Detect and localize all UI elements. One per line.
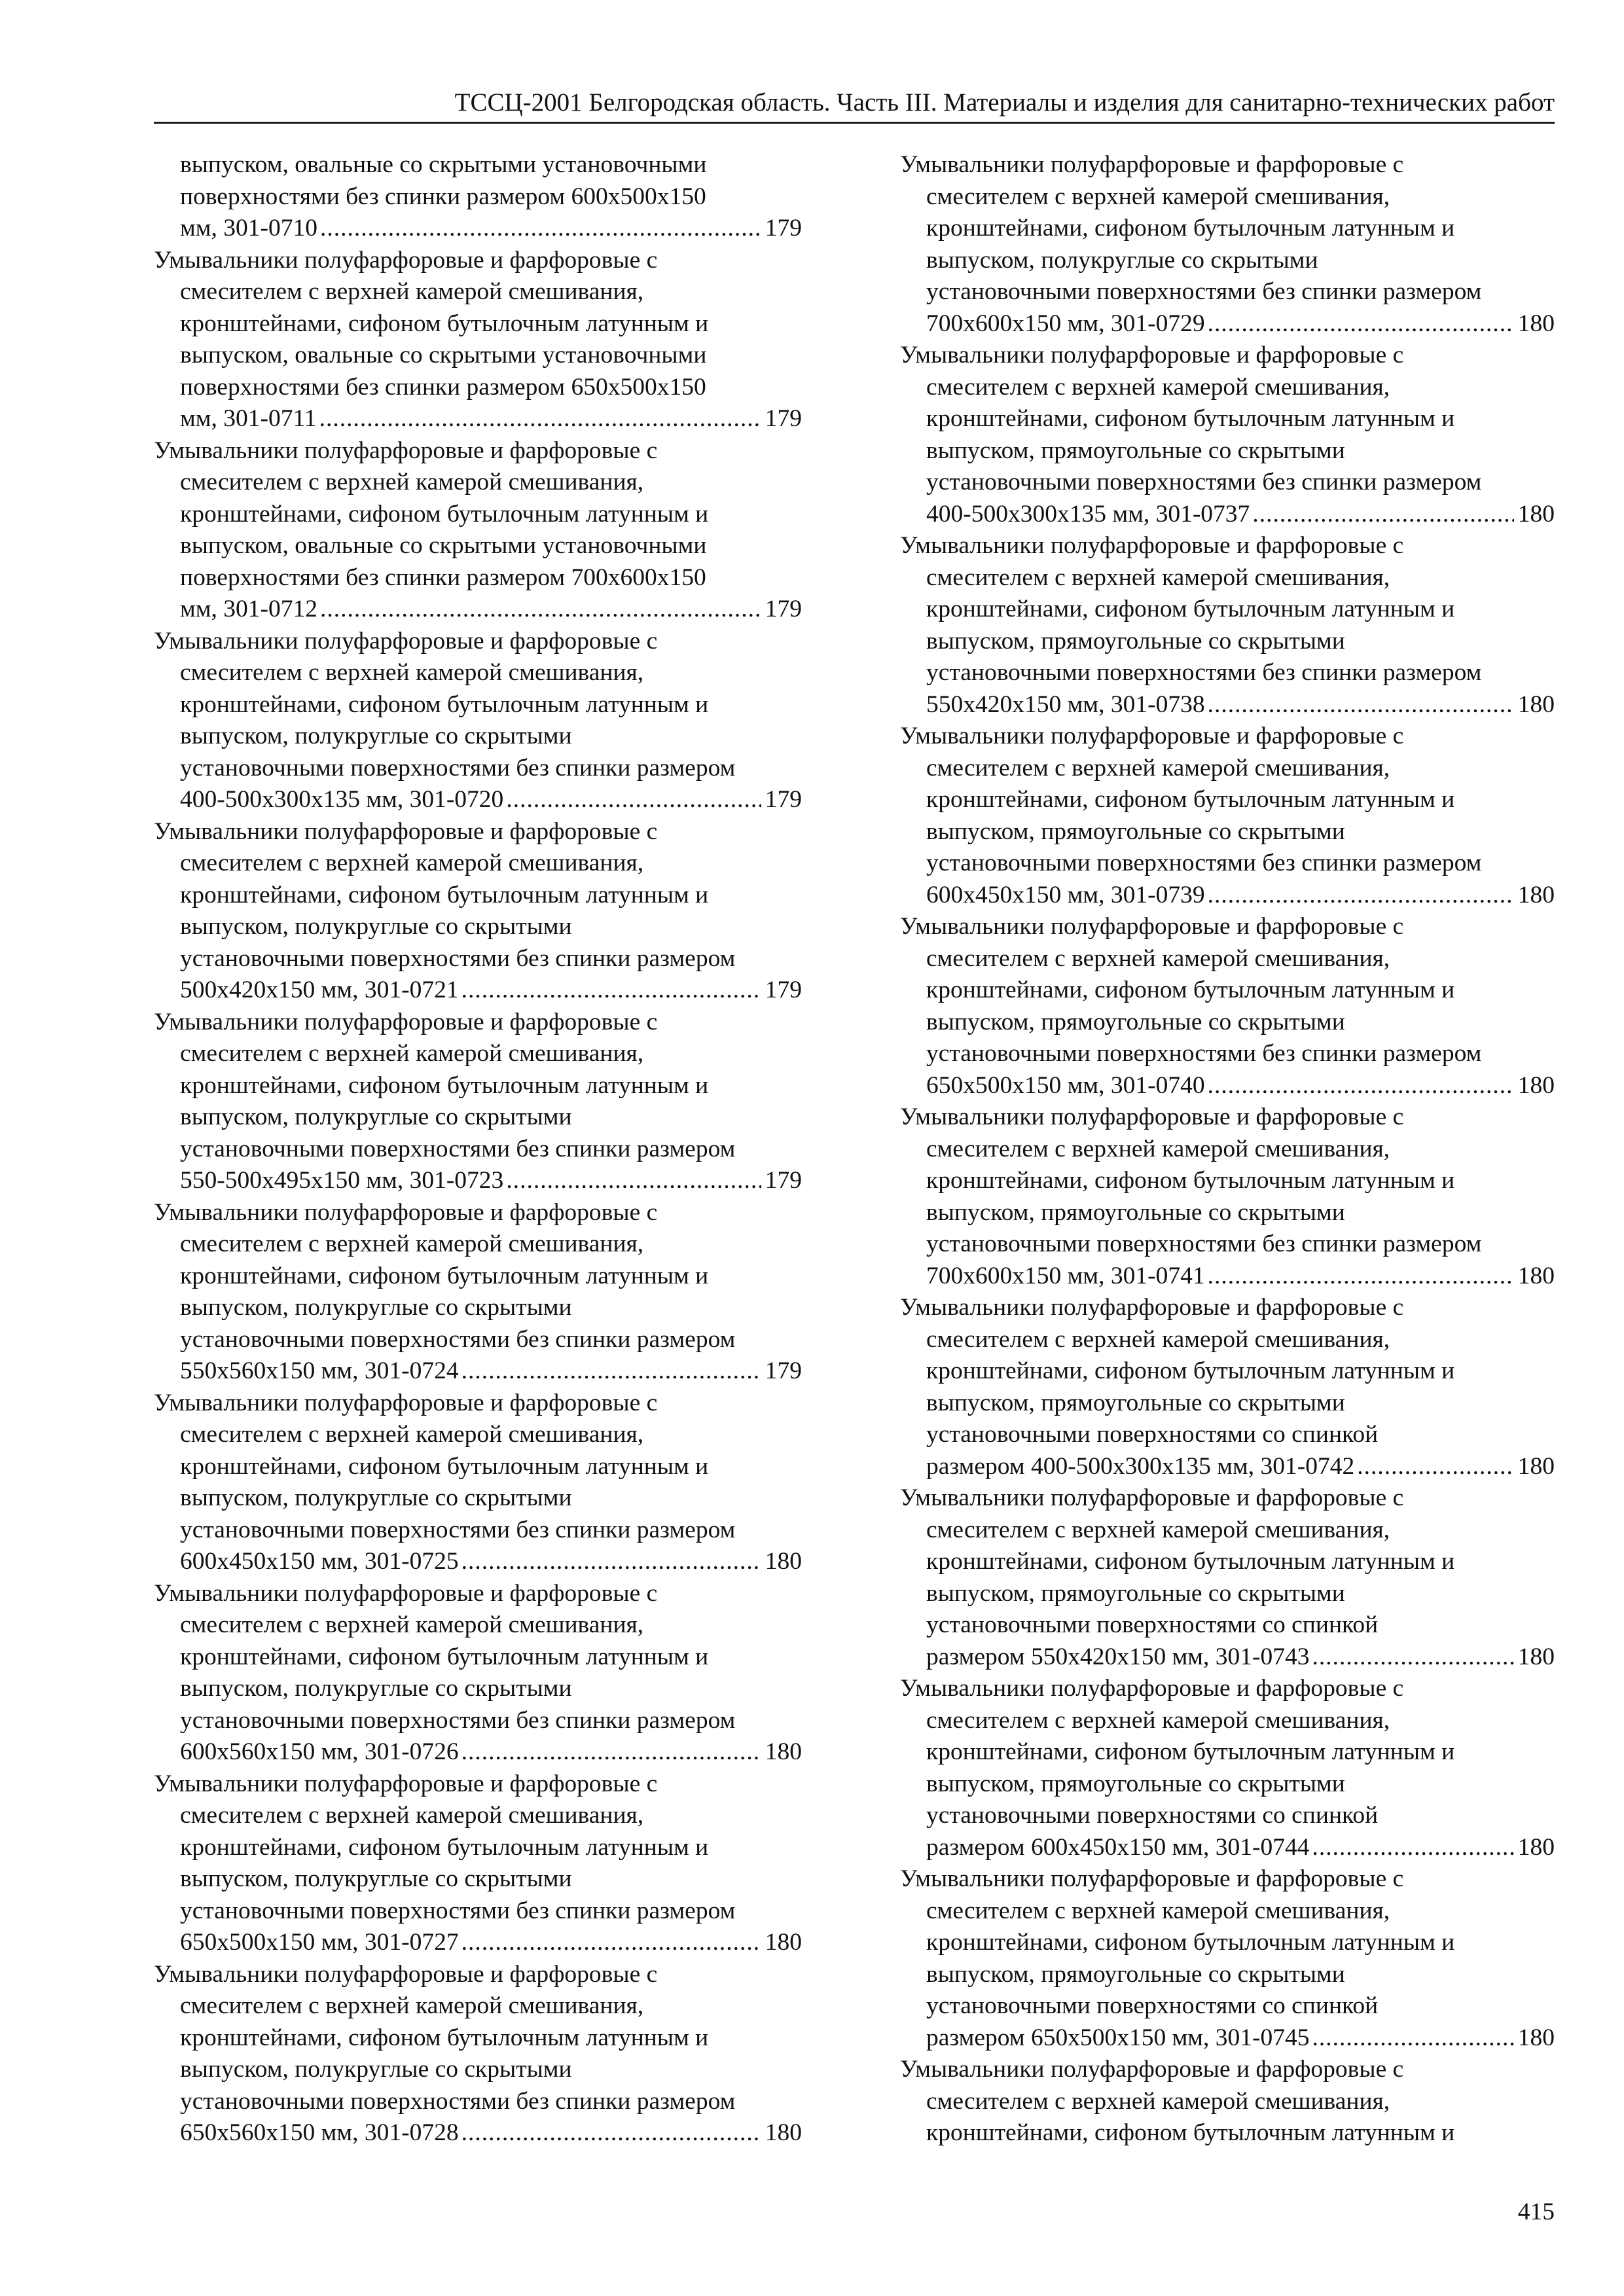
index-entry-line: Умывальники полуфарфоровые и фарфоровые с [154, 817, 658, 845]
dot-leader [461, 2117, 761, 2149]
index-entry-text: 550-500x495x150 мм, 301-0723 [180, 1167, 504, 1194]
index-entry-line: кронштейнами, сифоном бутылочным латунным и [180, 500, 709, 528]
index-entry-line [900, 1261, 1555, 1293]
index-entry-line: выпуском, овальные со скрытыми установочными [180, 532, 707, 559]
index-entry-line: установочными поверхностями без спинки размером [180, 1135, 736, 1162]
index-entry-text: 400-500x300x135 мм, 301-0737 [926, 500, 1250, 528]
index-entry [154, 626, 802, 816]
index-entry-line: установочными поверхностями без спинки размером [926, 659, 1482, 686]
index-entry-line [900, 1832, 1555, 1864]
index-entry-text: размером 400-500x300x135 мм, 301-0742 [926, 1452, 1355, 1480]
index-entry-line: смесителем с верхней камерой смешивания, [926, 1516, 1390, 1543]
index-entry-text: 600x450x150 мм, 301-0739 [926, 881, 1205, 908]
dot-leader [320, 213, 761, 245]
index-entry-line: кронштейнами, сифоном бутылочным латунным и [926, 215, 1455, 242]
index-entry-line: смесителем с верхней камерой смешивания, [180, 1611, 644, 1638]
index-entry-line [900, 1070, 1555, 1102]
index-entry-line: смесителем с верхней камерой смешивания, [926, 1135, 1390, 1162]
index-entry [900, 2054, 1555, 2149]
index-entry-line: смесителем с верхней камерой смешивания, [180, 1992, 644, 2019]
index-entry-line: Умывальники полуфарфоровые и фарфоровые с [154, 1579, 658, 1607]
index-entry-line: кронштейнами, сифоном бутылочным латунным и [180, 1643, 709, 1670]
index-entry-line: выпуском, полукруглые со скрытыми [180, 1484, 572, 1511]
index-entry-line: кронштейнами, сифоном бутылочным латунным и [926, 1357, 1455, 1384]
index-entry [154, 1578, 802, 1768]
dot-leader [461, 1927, 761, 1959]
index-entry-page: 180 [1517, 2024, 1555, 2051]
index-entry-line: Умывальники полуфарфоровые и фарфоровые с [900, 532, 1404, 559]
index-entry-line: выпуском, прямоугольные со скрытыми [926, 1960, 1345, 1988]
dot-leader [1208, 1070, 1514, 1102]
index-entry-page: 180 [1517, 1643, 1555, 1670]
index-entry-line: кронштейнами, сифоном бутылочным латунным и [926, 1167, 1455, 1194]
index-entry-line: смесителем с верхней камерой смешивания, [926, 1897, 1390, 1924]
index-entry-line: установочными поверхностями без спинки размером [180, 2087, 736, 2115]
index-entry-page: 180 [765, 1738, 802, 1765]
index-entry-line [154, 1165, 802, 1197]
dot-leader [1312, 1641, 1514, 1674]
index-entry-line [154, 784, 802, 816]
index-entry [154, 1388, 802, 1578]
index-entry-page: 179 [765, 1357, 802, 1384]
index-entry-page: 179 [765, 405, 802, 432]
index-entry-line: Умывальники полуфарфоровые и фарфоровые с [900, 1484, 1404, 1511]
index-entry-line: установочными поверхностями со спинкой [926, 1802, 1379, 1829]
index-entry-line: установочными поверхностями без спинки размером [180, 944, 736, 972]
index-entry [154, 816, 802, 1007]
index-entry-line [900, 308, 1555, 340]
index-entry-line: выпуском, овальные со скрытыми установочными [180, 151, 707, 178]
index-entry-line: Умывальники полуфарфоровые и фарфоровые с [900, 151, 1404, 178]
index-entry [900, 721, 1555, 911]
index-entry-line: смесителем с верхней камерой смешивания, [180, 659, 644, 686]
dot-leader [320, 594, 761, 626]
index-entry-line: установочными поверхностями со спинкой [926, 1421, 1379, 1448]
index-entry-line: установочными поверхностями без спинки размером [926, 1230, 1482, 1257]
index-entry-line [154, 594, 802, 626]
index-entry-line: смесителем с верхней камерой смешивания, [180, 1802, 644, 1829]
index-entry [154, 1197, 802, 1388]
index-entry-line: выпуском, прямоугольные со скрытыми [926, 1579, 1345, 1607]
index-entry-line [154, 1736, 802, 1768]
index-entry-line: Умывальники полуфарфоровые и фарфоровые с [900, 723, 1404, 749]
index-entry-line: смесителем с верхней камерой смешивания, [926, 944, 1390, 972]
index-column-left [154, 149, 802, 2149]
index-column-right [900, 149, 1555, 2149]
index-entry-page: 180 [1517, 1833, 1555, 1861]
index-entry [154, 1959, 802, 2149]
index-entry-line: кронштейнами, сифоном бутылочным латунным и [180, 691, 709, 718]
page-header-title: ТССЦ-2001 Белгородская область. Часть III. Материалы и изделия для санитарно-технических работ [454, 88, 1555, 117]
index-entry-line: установочными поверхностями без спинки размером [180, 1516, 736, 1543]
index-entry-line [900, 1641, 1555, 1674]
index-entry-line: кронштейнами, сифоном бутылочным латунным и [180, 1071, 709, 1099]
index-entry [900, 340, 1555, 530]
index-entry-line: кронштейнами, сифоном бутылочным латунным и [926, 596, 1455, 622]
index-entry-line [900, 689, 1555, 721]
index-entry-line: Умывальники полуфарфоровые и фарфоровые с [900, 1103, 1404, 1130]
dot-leader [506, 1165, 761, 1197]
index-entry-line: смесителем с верхней камерой смешивания, [926, 373, 1390, 401]
index-entry-line: Умывальники полуфарфоровые и фарфоровые с [900, 1294, 1404, 1321]
index-entry-text: 700x600x150 мм, 301-0741 [926, 1262, 1205, 1289]
index-entry-text: 650x500x150 мм, 301-0727 [180, 1929, 459, 1956]
index-entry-line [154, 403, 802, 435]
index-entry-line: поверхностями без спинки размером 650x500x150 [180, 373, 706, 401]
index-entry-line [900, 2022, 1555, 2054]
index-entry-line [154, 213, 802, 245]
index-entry-line: установочными поверхностями без спинки размером [180, 1706, 736, 1734]
dot-leader [1312, 1832, 1514, 1864]
index-entry-line: поверхностями без спинки размером 700x600x150 [180, 564, 706, 591]
index-entry-text: 600x560x150 мм, 301-0726 [180, 1738, 459, 1765]
index-entry-line: установочными поверхностями без спинки размером [180, 1897, 736, 1924]
index-entry-page: 180 [1517, 881, 1555, 908]
index-entry-line: Умывальники полуфарфоровые и фарфоровые с [154, 437, 658, 464]
index-entry-line: Умывальники полуфарфоровые и фарфоровые с [900, 913, 1404, 940]
index-entry-line: выпуском, прямоугольные со скрытыми [926, 1198, 1345, 1226]
index-entry-line: Умывальники полуфарфоровые и фарфоровые с [900, 1675, 1404, 1702]
index-entry-page: 180 [1517, 500, 1555, 528]
index-entry-line: установочными поверхностями без спинки размером [926, 1040, 1482, 1067]
index-entry-line: выпуском, полукруглые со скрытыми [180, 1103, 572, 1130]
index-entry-line: кронштейнами, сифоном бутылочным латунным и [926, 977, 1455, 1003]
index-entry-line: выпуском, полукруглые со скрытыми [180, 2056, 572, 2083]
index-entry-text: 550x560x150 мм, 301-0724 [180, 1357, 459, 1384]
dot-leader [319, 403, 761, 435]
index-entry-line: установочными поверхностями без спинки размером [180, 754, 736, 781]
index-entry-line: выпуском, прямоугольные со скрытыми [926, 1770, 1345, 1797]
index-entry-text: 600x450x150 мм, 301-0725 [180, 1548, 459, 1575]
index-entry-page: 179 [765, 1167, 802, 1194]
index-entry-line: смесителем с верхней камерой смешивания, [926, 564, 1390, 591]
index-entry-text: мм, 301-0710 [180, 215, 317, 242]
index-entry-text: 500x420x150 мм, 301-0721 [180, 977, 459, 1003]
index-entry-line: кронштейнами, сифоном бутылочным латунным и [926, 1738, 1455, 1765]
dot-leader [461, 1736, 761, 1768]
index-entry-line: Умывальники полуфарфоровые и фарфоровые с [900, 2056, 1404, 2083]
index-entry-line: Умывальники полуфарфоровые и фарфоровые с [154, 627, 658, 655]
index-entry [154, 1007, 802, 1197]
index-entry-line: выпуском, полукруглые со скрытыми [180, 913, 572, 940]
index-entry-text: размером 650x500x150 мм, 301-0745 [926, 2024, 1310, 2051]
index-entry-line: Умывальники полуфарфоровые и фарфоровые с [154, 1770, 658, 1797]
index-entry-line [900, 1451, 1555, 1483]
index-entry-line [154, 975, 802, 1007]
index-entry-line: кронштейнами, сифоном бутылочным латунным и [926, 786, 1455, 813]
index-entry [900, 911, 1555, 1102]
index-entry-line: кронштейнами, сифоном бутылочным латунным и [180, 2024, 709, 2051]
index-entry-line: смесителем с верхней камерой смешивания, [180, 1040, 644, 1067]
index-entry-line: установочными поверхностями без спинки размером [926, 850, 1482, 876]
index-entry [154, 435, 802, 626]
index-entry-line: кронштейнами, сифоном бутылочным латунным и [180, 310, 709, 337]
index-entry-line [900, 499, 1555, 531]
index-entry-line [900, 880, 1555, 912]
index-entry-line: выпуском, прямоугольные со скрытыми [926, 1389, 1345, 1416]
index-entry [154, 149, 802, 245]
index-entry [900, 149, 1555, 340]
index-entry-line: Умывальники полуфарфоровые и фарфоровые с [154, 1389, 658, 1416]
index-entry-line: кронштейнами, сифоном бутылочным латунным и [926, 405, 1455, 432]
index-entry-page: 180 [1517, 691, 1555, 718]
index-entry-line: кронштейнами, сифоном бутылочным латунным и [180, 1262, 709, 1289]
index-entry-line: поверхностями без спинки размером 600x500x150 [180, 183, 706, 210]
index-entry-line: выпуском, полукруглые со скрытыми [180, 1294, 572, 1321]
index-entry-page: 179 [765, 215, 802, 242]
dot-leader [461, 1355, 761, 1388]
index-entry [900, 1482, 1555, 1673]
index-entry-line: смесителем с верхней камерой смешивания, [180, 278, 644, 305]
index-entry-line: смесителем с верхней камерой смешивания, [926, 183, 1390, 210]
index-entry-line: выпуском, полукруглые со скрытыми [180, 1675, 572, 1702]
index-entry-line [154, 2117, 802, 2149]
index-entry-line: установочными поверхностями со спинкой [926, 1611, 1379, 1638]
index-entry-line: кронштейнами, сифоном бутылочным латунным и [180, 881, 709, 908]
index-entry-line: Умывальники полуфарфоровые и фарфоровые с [154, 246, 658, 274]
index-entry [900, 1673, 1555, 1863]
index-entry-page: 180 [765, 1548, 802, 1575]
dot-leader [1312, 2022, 1514, 2054]
index-entry-line [154, 1546, 802, 1578]
page-number: 415 [1517, 2198, 1555, 2225]
index-entry-line: кронштейнами, сифоном бутылочным латунным и [926, 1929, 1455, 1956]
dot-leader [1208, 308, 1514, 340]
index-entry-line: выпуском, прямоугольные со скрытыми [926, 1008, 1345, 1035]
index-entry-page: 179 [765, 596, 802, 622]
index-entry-line: Умывальники полуфарфоровые и фарфоровые с [900, 1865, 1404, 1892]
dot-leader [1357, 1451, 1513, 1483]
index-entry-line: выпуском, полукруглые со скрытыми [180, 1865, 572, 1892]
index-entry-page: 180 [765, 2119, 802, 2146]
index-entry-line: кронштейнами, сифоном бутылочным латунным и [926, 1548, 1455, 1575]
dot-leader [461, 975, 761, 1007]
index-entry-text: размером 600x450x150 мм, 301-0744 [926, 1833, 1310, 1861]
index-entry-text: 400-500x300x135 мм, 301-0720 [180, 786, 504, 813]
index-entry-line: смесителем с верхней камерой смешивания, [926, 1706, 1390, 1734]
index-entry-line: установочными поверхностями со спинкой [926, 1992, 1379, 2019]
index-entry [900, 1102, 1555, 1292]
index-entry-line: выпуском, прямоугольные со скрытыми [926, 817, 1345, 845]
index-entry-line: выпуском, прямоугольные со скрытыми [926, 437, 1345, 464]
dot-leader [506, 784, 761, 816]
index-entry-line: установочными поверхностями без спинки размером [926, 469, 1482, 495]
index-entry-line: Умывальники полуфарфоровые и фарфоровые с [154, 1198, 658, 1226]
index-entry-text: мм, 301-0711 [180, 405, 317, 432]
index-entry-line: смесителем с верхней камерой смешивания, [926, 754, 1390, 781]
index-entry-line: Умывальники полуфарфоровые и фарфоровые с [154, 1008, 658, 1035]
index-entry-text: 700x600x150 мм, 301-0729 [926, 310, 1205, 337]
index-entry-line: Умывальники полуфарфоровые и фарфоровые с [154, 1960, 658, 1988]
index-entry [154, 245, 802, 435]
index-entry-text: размером 550x420x150 мм, 301-0743 [926, 1643, 1310, 1670]
index-entry-line: выпуском, прямоугольные со скрытыми [926, 627, 1345, 655]
index-entry-line: кронштейнами, сифоном бутылочным латунным и [180, 1833, 709, 1861]
index-entry-line: смесителем с верхней камерой смешивания, [926, 1325, 1390, 1353]
index-entry-page: 180 [1517, 1262, 1555, 1289]
index-entry-line: смесителем с верхней камерой смешивания, [180, 1421, 644, 1448]
index-entry-line: выпуском, полукруглые со скрытыми [180, 723, 572, 749]
dot-leader [1208, 689, 1514, 721]
index-entry [900, 1863, 1555, 2054]
dot-leader [1208, 1261, 1514, 1293]
index-entry [154, 1768, 802, 1959]
index-entry-line [154, 1927, 802, 1959]
index-entry-line: смесителем с верхней камерой смешивания, [926, 2087, 1390, 2115]
index-entry-line: кронштейнами, сифоном бутылочным латунным и [926, 2119, 1455, 2146]
index-entry-page: 180 [1517, 310, 1555, 337]
index-entry-page: 180 [1517, 1071, 1555, 1099]
index-entry-line: выпуском, полукруглые со скрытыми [926, 246, 1318, 274]
index-entry-text: 550x420x150 мм, 301-0738 [926, 691, 1205, 718]
dot-leader [461, 1546, 761, 1578]
index-entry [900, 530, 1555, 721]
index-entry-page: 180 [765, 1929, 802, 1956]
dot-leader [1252, 499, 1513, 531]
index-entry-line: установочными поверхностями без спинки размером [926, 278, 1482, 305]
index-entry-line: смесителем с верхней камерой смешивания, [180, 469, 644, 495]
index-entry-text: 650x560x150 мм, 301-0728 [180, 2119, 459, 2146]
index-entry [900, 1292, 1555, 1482]
index-entry-text: 650x500x150 мм, 301-0740 [926, 1071, 1205, 1099]
index-entry-line: смесителем с верхней камерой смешивания, [180, 1230, 644, 1257]
index-entry-line: установочными поверхностями без спинки размером [180, 1325, 736, 1353]
dot-leader [1208, 880, 1514, 912]
index-entry-line: кронштейнами, сифоном бутылочным латунным и [180, 1452, 709, 1480]
index-entry-page: 179 [765, 977, 802, 1003]
index-entry-line: выпуском, овальные со скрытыми установочными [180, 342, 707, 368]
index-entry-text: мм, 301-0712 [180, 596, 317, 622]
index-entry-page: 179 [765, 786, 802, 813]
header-divider [154, 122, 1555, 124]
index-entry-page: 180 [1517, 1452, 1555, 1480]
index-entry-line [154, 1355, 802, 1388]
index-entry-line: смесителем с верхней камерой смешивания, [180, 850, 644, 876]
index-entry-line: Умывальники полуфарфоровые и фарфоровые с [900, 342, 1404, 368]
